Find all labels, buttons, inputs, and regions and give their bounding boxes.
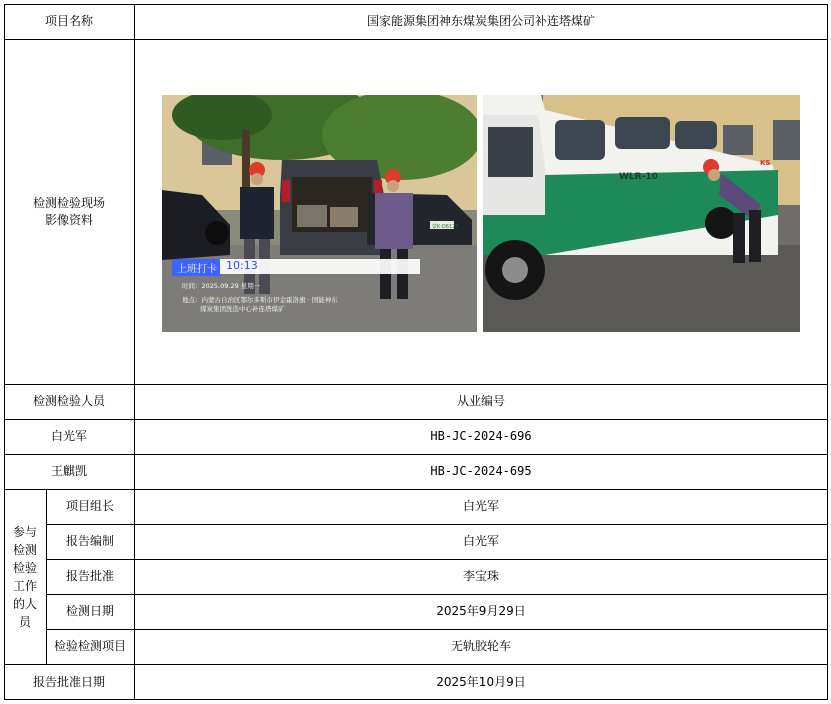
checkin-location-line1: 地点：内蒙古自治区鄂尔多斯市伊金霍洛旗 · 国能神东 xyxy=(182,296,338,304)
group-label-part: 检测 xyxy=(12,542,37,557)
project-name-label: 项目名称 xyxy=(44,14,93,28)
participant-role-label: 检验检测项目 xyxy=(53,639,126,653)
checkin-time: 10:13 xyxy=(220,259,420,274)
participant-role-value: 白光军 xyxy=(462,534,499,548)
participant-role-value: 无轨胶轮车 xyxy=(450,639,511,653)
site-photo-team xyxy=(162,95,477,332)
brand-mark: KS xyxy=(760,159,771,167)
cert-number-header: 从业编号 xyxy=(456,394,505,408)
participants-group-label xyxy=(4,489,46,664)
group-label-part: 员 xyxy=(18,614,31,629)
inspectors-label: 检测检验人员 xyxy=(32,394,105,408)
project-name-value: 国家能源集团神东煤炭集团公司补连塔煤矿 xyxy=(366,14,595,28)
inspector-cert: HB-JC-2024-696 xyxy=(430,429,532,443)
license-plate: 蒙K·D6127 xyxy=(432,224,459,230)
group-label-part: 参与 xyxy=(12,524,37,539)
site-images-label-line2: 影像资料 xyxy=(44,212,93,227)
inspector-cert: HB-JC-2024-695 xyxy=(430,464,532,478)
checkin-tag: 上班打卡 xyxy=(172,259,222,276)
approval-date-value: 2025年10月9日 xyxy=(436,674,526,689)
participant-role-value: 2025年9月29日 xyxy=(436,604,526,618)
checkin-location-line2: 煤炭集团洗选中心补连塔煤矿 xyxy=(200,305,285,313)
inspector-name: 王麒凯 xyxy=(50,464,87,478)
vehicle-code: WLR-10 xyxy=(619,172,658,182)
vehicle-photo-image xyxy=(483,95,800,332)
site-images-label-line1: 检测检验现场 xyxy=(32,195,105,210)
participant-role-label: 报告编制 xyxy=(65,534,114,548)
participant-role-label: 项目组长 xyxy=(65,499,114,513)
checkin-time-line: 时间：2025.09.29 星期一 xyxy=(182,282,261,290)
approval-date-label: 报告批准日期 xyxy=(32,674,105,689)
group-label-part: 工作 xyxy=(12,578,37,593)
site-photo-vehicle xyxy=(483,95,800,332)
inspector-name: 白光军 xyxy=(50,429,87,443)
participant-role-value: 白光军 xyxy=(462,499,499,513)
participant-role-label: 报告批准 xyxy=(65,569,114,583)
group-label-part: 检验 xyxy=(12,560,37,575)
participant-role-value: 李宝珠 xyxy=(462,569,499,583)
site-images-label xyxy=(4,39,134,384)
group-label-part: 的人 xyxy=(12,596,37,611)
participant-role-label: 检测日期 xyxy=(65,604,114,618)
